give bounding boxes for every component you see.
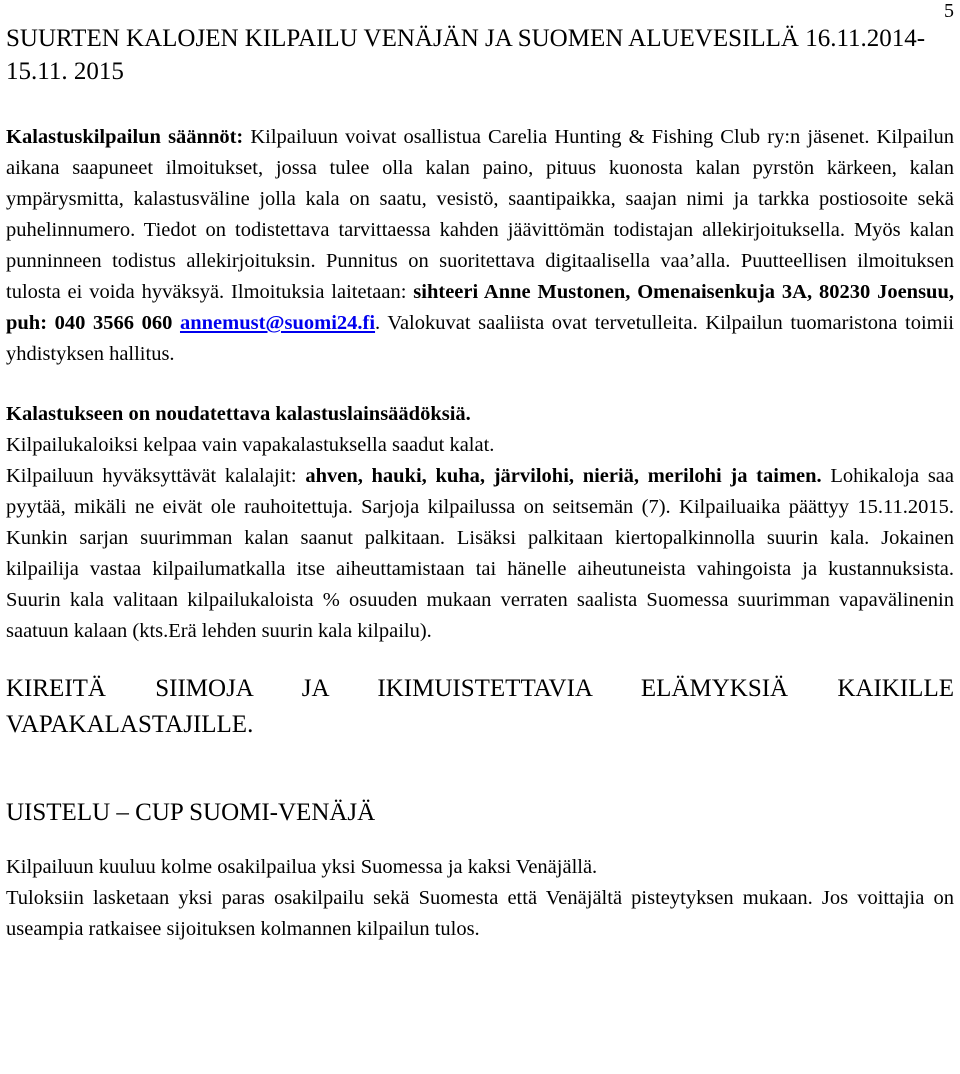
uistelu-text: Tuloksiin lasketaan yksi paras osakilpailu sekä Suomesta että Venäjältä pisteytyksen mukaan. Jos voittajia on useampia ratkaisee sijoituksen kolmannen kilpailun tulos. [6,886,954,940]
slogan-text: KIREITÄ SIIMOJA JA IKIMUISTETTAVIA ELÄMYKSIÄ KAIKILLE VAPAKALASTAJILLE. [6,675,954,738]
uistelu-title: UISTELU – CUP SUOMI-VENÄJÄ [6,799,376,826]
rules-paragraph [6,122,954,370]
contact-details: sihteeri Anne Mustonen, Omenaisenkuja 3A, 80230 Joensuu, puh: 040 3566 060 [6,281,954,334]
species-intro: Kilpailuun hyväksyttävät kalalajit: [6,465,306,487]
slogan [6,671,954,743]
species-list: ahven, hauki, kuha, järvilohi, nieriä, merilohi ja taimen. [305,465,822,487]
law-heading [6,399,954,430]
rules-label: Kalastuskilpailun säännöt: [6,126,244,148]
email-link[interactable]: annemust@suomi24.fi [179,312,376,334]
rules-text: Kilpailuun voivat osallistua Carelia Hunting & Fishing Club ry:n jäsenet. Kilpailun aikana saapuneet ilmoitukset, jossa tulee olla kalan paino, pituus kuonosta kalan pyrstön kärkeen, kalan ympärysmitta, kalastusväline jolla kala on saatu, vesistö, saantipaikka, saajan nimi ja tarkka postiosoite sekä puhelinnumero. Tiedot on todistettava tarvittaessa kahden jäävittömän todistajan allekirjoituksella. Myös kalan punninneen todistus allekirjoituksin. Punnitus on suoritettava digitaalisella vaa’alla. Puutteellisen ilmoituksen tulosta ei voida hyväksyä. Ilmoituksia laitetaan: [6,126,954,303]
document-title: SUURTEN KALOJEN KILPAILU VENÄJÄN JA SUOMEN ALUEVESILLÄ 16.11.2014-15.11. 2015 [6,25,926,85]
rules-text-end: . Valokuvat saaliista ovat tervetulleita. Kilpailun tuomaristona toimii yhdistyksen hallitus. [6,312,954,365]
uistelu-line: Kilpailuun kuuluu kolme osakilpailua yksi Suomessa ja kaksi Venäjällä. [6,855,598,878]
species-text: Lohikaloja saa pyytää, mikäli ne eivät ole rauhoitettuja. Sarjoja kilpailussa on seitsemän (7). Kilpailuaika päättyy 15.11.2015. Kunkin sarjan suurimman kalan saanut palkitaan. Lisäksi palkitaan kiertopalkinnolla suurin kala. Jokainen kilpailija vastaa kilpailumatkalla itse aiheuttamistaan tai hänelle aiheutuneista vahingoista ja kustannuksista. Suurin kala valitaan kilpailukaloista % osuuden mukaan verraten saalista Suomessa suurimman vapavälinenin saatuun kalaan (kts.Erä lehden suurin kala kilpailu). [6,465,954,642]
page-number: 5 [944,0,954,22]
law-line: Kilpailukaloiksi kelpaa vain vapakalastuksella saadut kalat. [6,434,495,456]
document-body [6,20,954,945]
law-heading-text: Kalastukseen on noudatettava kalastuslainsäädöksiä. [6,403,471,425]
species-paragraph [6,461,954,647]
